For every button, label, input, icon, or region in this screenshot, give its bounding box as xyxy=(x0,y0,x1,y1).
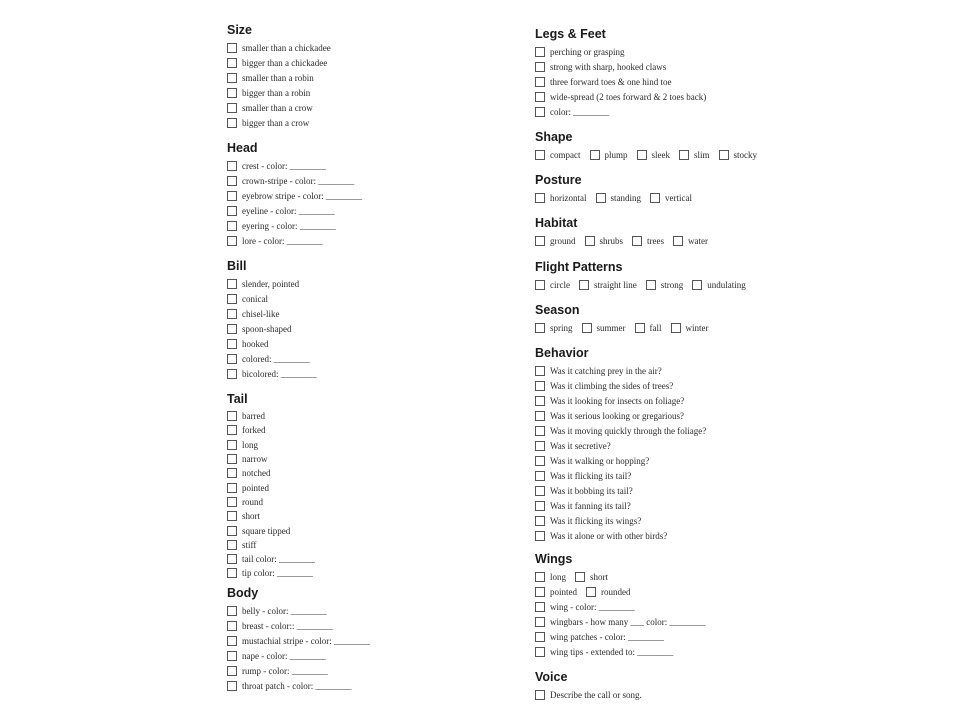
checkbox-label: standing xyxy=(610,192,641,203)
checkbox-sleek[interactable] xyxy=(637,150,647,160)
checkbox-smaller-than-a-crow[interactable] xyxy=(227,103,237,113)
checkbox-label: summer xyxy=(596,322,626,333)
section-legs-feet xyxy=(535,27,835,119)
checkbox-label: undulating xyxy=(707,279,746,290)
checklist-item xyxy=(227,566,487,580)
checkbox-label: wing tips - extended to: ________ xyxy=(550,646,674,657)
checkbox-fall[interactable] xyxy=(635,323,645,333)
checkbox-label: throat patch - color: ________ xyxy=(242,680,352,691)
checkbox-label: colored: ________ xyxy=(242,353,310,364)
option-item xyxy=(635,323,662,333)
checklist xyxy=(227,603,487,693)
checklist xyxy=(535,687,835,702)
checklist-item xyxy=(535,629,835,644)
checkbox-eyebrow-stripe-color[interactable] xyxy=(227,191,237,201)
section-voice xyxy=(535,670,835,702)
checklist-item xyxy=(227,55,487,70)
checkbox-was-it-alone-or-with-other-birds[interactable] xyxy=(535,531,545,541)
checkbox-label: wide-spread (2 toes forward & 2 toes back) xyxy=(550,91,707,102)
checkbox-bigger-than-a-robin[interactable] xyxy=(227,88,237,98)
checkbox-label: square tipped xyxy=(242,525,291,536)
option-item xyxy=(535,280,570,290)
section-habitat xyxy=(535,216,835,248)
checkbox-label: Describe the call or song. xyxy=(550,689,642,700)
checklist-item xyxy=(227,70,487,85)
checklist-item xyxy=(227,336,487,351)
checklist-item xyxy=(227,678,487,693)
section-bill xyxy=(227,259,487,381)
checklist-item xyxy=(227,452,487,466)
checkbox-was-it-catching-prey-in-the-air[interactable] xyxy=(535,366,545,376)
checkbox-label: bigger than a crow xyxy=(242,117,310,128)
option-row xyxy=(535,569,835,584)
checkbox-label: ground xyxy=(550,235,576,246)
checkbox-throat-patch-color[interactable] xyxy=(227,681,237,691)
checkbox-label: strong xyxy=(660,279,684,290)
option-row xyxy=(535,233,835,248)
checkbox-label: belly - color: ________ xyxy=(242,605,327,616)
checkbox-spring[interactable] xyxy=(535,323,545,333)
section-shape xyxy=(535,130,835,162)
checkbox-was-it-moving-quickly-through-the-foliag[interactable] xyxy=(535,426,545,436)
checkbox-slim[interactable] xyxy=(679,150,689,160)
checkbox-stocky[interactable] xyxy=(719,150,729,160)
checklist-item xyxy=(535,363,835,378)
checkbox-wingbars-how-many-color[interactable] xyxy=(535,617,545,627)
option-item xyxy=(719,150,758,160)
checkbox-label: Was it serious looking or gregarious? xyxy=(550,410,684,421)
checklist xyxy=(227,158,487,248)
checklist-item xyxy=(535,104,835,119)
checkbox-label: Was it bobbing its tail? xyxy=(550,485,633,496)
option-item xyxy=(637,150,671,160)
section-body xyxy=(227,586,487,693)
checklist-item xyxy=(227,321,487,336)
section-title: Voice xyxy=(535,670,568,684)
checkbox-was-it-flicking-its-tail[interactable] xyxy=(535,471,545,481)
checkbox-label: tip color: ________ xyxy=(242,568,313,579)
checkbox-label: Was it climbing the sides of trees? xyxy=(550,380,674,391)
checkbox-horizontal[interactable] xyxy=(535,193,545,203)
checkbox-label: slim xyxy=(694,149,710,160)
checkbox-undulating[interactable] xyxy=(692,280,702,290)
checkbox-perching-or-grasping[interactable] xyxy=(535,47,545,57)
checklist-item xyxy=(535,89,835,104)
checkbox-label: tail color: ________ xyxy=(242,554,315,565)
checklist xyxy=(535,363,835,543)
checkbox-label: sleek xyxy=(651,149,671,160)
checklist-item xyxy=(227,603,487,618)
checkbox-plump[interactable] xyxy=(590,150,600,160)
checkbox-wing-color[interactable] xyxy=(535,602,545,612)
checkbox-label: water xyxy=(688,235,709,246)
checkbox-vertical[interactable] xyxy=(650,193,660,203)
section-title: Habitat xyxy=(535,216,578,230)
checkbox-label: smaller than a crow xyxy=(242,102,313,113)
checkbox-label: perching or grasping xyxy=(550,46,625,57)
checkbox-label: circle xyxy=(550,279,570,290)
section-title: Season xyxy=(535,303,580,317)
checkbox-label: notched xyxy=(242,468,271,479)
checkbox-label: hooked xyxy=(242,338,269,349)
checkbox-smaller-than-a-robin[interactable] xyxy=(227,73,237,83)
section-title: Legs & Feet xyxy=(535,27,606,41)
option-item xyxy=(585,236,624,246)
section-title: Flight Patterns xyxy=(535,260,623,274)
checklist-item xyxy=(227,438,487,452)
checklist-item xyxy=(227,552,487,566)
checkbox-conical[interactable] xyxy=(227,294,237,304)
checklist-item xyxy=(227,663,487,678)
checkbox-label: smaller than a robin xyxy=(242,72,314,83)
option-item xyxy=(632,236,664,246)
checkbox-pointed[interactable] xyxy=(227,483,237,493)
checkbox-bigger-than-a-chickadee[interactable] xyxy=(227,58,237,68)
checklist-item xyxy=(535,614,835,629)
checklist-item xyxy=(227,188,487,203)
section-title: Size xyxy=(227,23,253,37)
section-title: Posture xyxy=(535,173,582,187)
checkbox-label: Was it flicking its tail? xyxy=(550,470,632,481)
checklist-item xyxy=(227,509,487,523)
checkbox-short[interactable] xyxy=(575,572,585,582)
checklist-item xyxy=(535,528,835,543)
checklist-item xyxy=(535,44,835,59)
checklist-item xyxy=(227,495,487,509)
option-item xyxy=(673,236,708,246)
option-item xyxy=(692,280,746,290)
checkbox-label: compact xyxy=(550,149,581,160)
checklist-item xyxy=(535,74,835,89)
checkbox-label: Was it fanning its tail? xyxy=(550,500,631,511)
section-behavior xyxy=(535,346,835,543)
section-title: Head xyxy=(227,141,258,155)
checkbox-smaller-than-a-chickadee[interactable] xyxy=(227,43,237,53)
checklist-item xyxy=(535,423,835,438)
checkbox-long[interactable] xyxy=(535,572,545,582)
checkbox-crest-color[interactable] xyxy=(227,161,237,171)
checkbox-colored[interactable] xyxy=(227,354,237,364)
checkbox-lore-color[interactable] xyxy=(227,236,237,246)
checkbox-label: spring xyxy=(550,322,573,333)
checkbox-bigger-than-a-crow[interactable] xyxy=(227,118,237,128)
checkbox-label: chisel-like xyxy=(242,308,280,319)
checkbox-label: short xyxy=(590,571,609,582)
option-item xyxy=(535,150,581,160)
checkbox-label: stocky xyxy=(733,149,758,160)
checkbox-chisel-like[interactable] xyxy=(227,309,237,319)
option-item xyxy=(535,236,576,246)
checkbox-label: conical xyxy=(242,293,268,304)
option-item xyxy=(650,193,692,203)
option-item xyxy=(679,150,710,160)
checkbox-three-forward-toes-one-hind-toe[interactable] xyxy=(535,77,545,87)
checklist-item xyxy=(535,687,835,702)
checklist-item xyxy=(535,438,835,453)
checkbox-slender-pointed[interactable] xyxy=(227,279,237,289)
checkbox-label: pointed xyxy=(550,586,577,597)
checklist xyxy=(227,409,487,581)
checkbox-strong[interactable] xyxy=(646,280,656,290)
option-item xyxy=(582,323,626,333)
checklist-item xyxy=(227,523,487,537)
checkbox-label: smaller than a chickadee xyxy=(242,42,331,53)
checklist-item xyxy=(227,203,487,218)
checkbox-wide-spread-2-toes-forward-2-toes-back[interactable] xyxy=(535,92,545,102)
checkbox-rump-color[interactable] xyxy=(227,666,237,676)
checklist xyxy=(227,276,487,381)
checkbox-summer[interactable] xyxy=(582,323,592,333)
checkbox-label: long xyxy=(242,439,259,450)
checkbox-forked[interactable] xyxy=(227,425,237,435)
section-wings xyxy=(535,552,835,659)
checklist-item xyxy=(227,85,487,100)
checkbox-strong-with-sharp-hooked-claws[interactable] xyxy=(535,62,545,72)
checkbox-ground[interactable] xyxy=(535,236,545,246)
checkbox-circle[interactable] xyxy=(535,280,545,290)
checkbox-label: winter xyxy=(685,322,709,333)
checkbox-tail-color[interactable] xyxy=(227,554,237,564)
option-item xyxy=(596,193,642,203)
checkbox-eyering-color[interactable] xyxy=(227,221,237,231)
checkbox-label: breast - color:: ________ xyxy=(242,620,333,631)
checklist-item xyxy=(227,276,487,291)
checkbox-label: eyering - color: ________ xyxy=(242,220,336,231)
checkbox-label: wing patches - color: ________ xyxy=(550,631,664,642)
checkbox-was-it-fanning-its-tail[interactable] xyxy=(535,501,545,511)
option-row xyxy=(535,147,835,162)
checkbox-label: Was it looking for insects on foliage? xyxy=(550,395,685,406)
checklist-item xyxy=(227,351,487,366)
option-item xyxy=(646,280,684,290)
checkbox-label: Was it walking or hopping? xyxy=(550,455,650,466)
checkbox-wing-tips-extended-to[interactable] xyxy=(535,647,545,657)
checklist xyxy=(535,599,835,659)
checkbox-label: crown-stripe - color: ________ xyxy=(242,175,355,186)
checklist-item xyxy=(227,423,487,437)
checkbox-label: slender, pointed xyxy=(242,278,300,289)
checkbox-was-it-serious-looking-or-gregarious[interactable] xyxy=(535,411,545,421)
checkbox-label: Was it catching prey in the air? xyxy=(550,365,662,376)
checklist-item xyxy=(535,393,835,408)
option-item xyxy=(535,572,566,582)
option-row xyxy=(535,277,835,292)
checkbox-stiff[interactable] xyxy=(227,540,237,550)
checkbox-winter[interactable] xyxy=(671,323,681,333)
checkbox-tip-color[interactable] xyxy=(227,568,237,578)
checklist xyxy=(535,44,835,119)
section-posture xyxy=(535,173,835,205)
checklist-item xyxy=(227,538,487,552)
checkbox-notched[interactable] xyxy=(227,468,237,478)
checkbox-was-it-looking-for-insects-on-foliage[interactable] xyxy=(535,396,545,406)
checkbox-label: horizontal xyxy=(550,192,587,203)
section-title: Behavior xyxy=(535,346,589,360)
checkbox-eyeline-color[interactable] xyxy=(227,206,237,216)
option-item xyxy=(535,323,573,333)
checklist-item xyxy=(535,378,835,393)
checklist-item xyxy=(227,466,487,480)
checkbox-label: stiff xyxy=(242,539,257,550)
checkbox-label: crest - color: ________ xyxy=(242,160,326,171)
checklist-item xyxy=(227,366,487,381)
option-item xyxy=(535,193,587,203)
section-head xyxy=(227,141,487,248)
option-item xyxy=(535,587,577,597)
checklist-item xyxy=(227,480,487,494)
checklist-item xyxy=(227,158,487,173)
option-item xyxy=(575,572,608,582)
checkbox-straight-line[interactable] xyxy=(579,280,589,290)
checkbox-long[interactable] xyxy=(227,440,237,450)
checklist-item xyxy=(535,408,835,423)
checklist-item xyxy=(535,483,835,498)
checkbox-label: trees xyxy=(647,235,665,246)
checkbox-label: Was it flicking its wings? xyxy=(550,515,642,526)
checkbox-short[interactable] xyxy=(227,511,237,521)
checklist-item xyxy=(535,599,835,614)
checklist-item xyxy=(227,115,487,130)
checkbox-label: three forward toes & one hind toe xyxy=(550,76,672,87)
checkbox-label: Was it moving quickly through the foliage? xyxy=(550,425,707,436)
checkbox-label: bigger than a robin xyxy=(242,87,311,98)
checklist-item xyxy=(535,468,835,483)
section-title: Tail xyxy=(227,392,248,406)
checkbox-narrow[interactable] xyxy=(227,454,237,464)
checkbox-describe-the-call-or-song[interactable] xyxy=(535,690,545,700)
checkbox-was-it-walking-or-hopping[interactable] xyxy=(535,456,545,466)
checkbox-spoon-shaped[interactable] xyxy=(227,324,237,334)
checkbox-barred[interactable] xyxy=(227,411,237,421)
checkbox-was-it-bobbing-its-tail[interactable] xyxy=(535,486,545,496)
option-item xyxy=(579,280,637,290)
checkbox-label: narrow xyxy=(242,454,268,465)
checklist-item xyxy=(535,498,835,513)
checkbox-label: bicolored: ________ xyxy=(242,368,317,379)
checkbox-bicolored[interactable] xyxy=(227,369,237,379)
checkbox-label: forked xyxy=(242,425,266,436)
checklist-item xyxy=(535,644,835,659)
checkbox-label: bigger than a chickadee xyxy=(242,57,328,68)
checkbox-label: round xyxy=(242,496,263,507)
checkbox-label: plump xyxy=(604,149,628,160)
checkbox-nape-color[interactable] xyxy=(227,651,237,661)
checkbox-square-tipped[interactable] xyxy=(227,526,237,536)
checklist-item xyxy=(227,291,487,306)
checkbox-was-it-secretive[interactable] xyxy=(535,441,545,451)
checkbox-label: spoon-shaped xyxy=(242,323,292,334)
checkbox-label: wingbars - how many ___ color: ________ xyxy=(550,616,706,627)
checkbox-was-it-climbing-the-sides-of-trees[interactable] xyxy=(535,381,545,391)
checkbox-label: strong with sharp, hooked claws xyxy=(550,61,667,72)
checkbox-label: mustachial stripe - color: ________ xyxy=(242,635,370,646)
checkbox-label: rump - color: ________ xyxy=(242,665,328,676)
checklist-item xyxy=(227,100,487,115)
checklist-item xyxy=(227,40,487,55)
checkbox-breast-color[interactable] xyxy=(227,621,237,631)
checkbox-label: pointed xyxy=(242,482,269,493)
checkbox-belly-color[interactable] xyxy=(227,606,237,616)
section-size xyxy=(227,23,487,130)
checkbox-trees[interactable] xyxy=(632,236,642,246)
checkbox-water[interactable] xyxy=(673,236,683,246)
checkbox-hooked[interactable] xyxy=(227,339,237,349)
checkbox-label: wing - color: ________ xyxy=(550,601,635,612)
section-title: Body xyxy=(227,586,259,600)
checkbox-standing[interactable] xyxy=(596,193,606,203)
option-item xyxy=(671,323,709,333)
checklist-item xyxy=(227,233,487,248)
checkbox-compact[interactable] xyxy=(535,150,545,160)
checkbox-shrubs[interactable] xyxy=(585,236,595,246)
checklist-item xyxy=(227,618,487,633)
checklist-item xyxy=(227,173,487,188)
checkbox-label: eyeline - color: ________ xyxy=(242,205,335,216)
checkbox-wing-patches-color[interactable] xyxy=(535,632,545,642)
checklist-item xyxy=(535,513,835,528)
checkbox-rounded[interactable] xyxy=(586,587,596,597)
checkbox-label: short xyxy=(242,511,260,522)
option-row xyxy=(535,320,835,335)
section-title: Bill xyxy=(227,259,247,273)
checkbox-label: straight line xyxy=(593,279,637,290)
section-title: Wings xyxy=(535,552,573,566)
checkbox-label: Was it alone or with other birds? xyxy=(550,530,668,541)
checkbox-label: rounded xyxy=(601,586,631,597)
checkbox-label: barred xyxy=(242,411,265,422)
option-item xyxy=(586,587,631,597)
checkbox-crown-stripe-color[interactable] xyxy=(227,176,237,186)
checkbox-label: eyebrow stripe - color: ________ xyxy=(242,190,362,201)
checklist-item xyxy=(227,218,487,233)
section-flight-patterns xyxy=(535,260,835,292)
checklist-item xyxy=(535,59,835,74)
checklist xyxy=(227,40,487,130)
checklist-item xyxy=(227,306,487,321)
checkbox-label: long xyxy=(550,571,567,582)
option-row xyxy=(535,584,835,599)
checkbox-label: lore - color: ________ xyxy=(242,235,323,246)
checkbox-label: Was it secretive? xyxy=(550,440,611,451)
checkbox-color[interactable] xyxy=(535,107,545,117)
option-item xyxy=(590,150,628,160)
checklist-item xyxy=(227,633,487,648)
checkbox-mustachial-stripe-color[interactable] xyxy=(227,636,237,646)
checkbox-label: vertical xyxy=(665,192,692,203)
section-title: Shape xyxy=(535,130,573,144)
checkbox-label: shrubs xyxy=(599,235,624,246)
checklist-item xyxy=(227,409,487,423)
checkbox-label: nape - color: ________ xyxy=(242,650,326,661)
section-tail xyxy=(227,392,487,581)
checkbox-round[interactable] xyxy=(227,497,237,507)
option-row xyxy=(535,190,835,205)
checklist-item xyxy=(227,648,487,663)
section-season xyxy=(535,303,835,335)
checkbox-label: color: ________ xyxy=(550,106,610,117)
checkbox-label: fall xyxy=(649,322,662,333)
checkbox-pointed[interactable] xyxy=(535,587,545,597)
checklist-item xyxy=(535,453,835,468)
checkbox-was-it-flicking-its-wings[interactable] xyxy=(535,516,545,526)
